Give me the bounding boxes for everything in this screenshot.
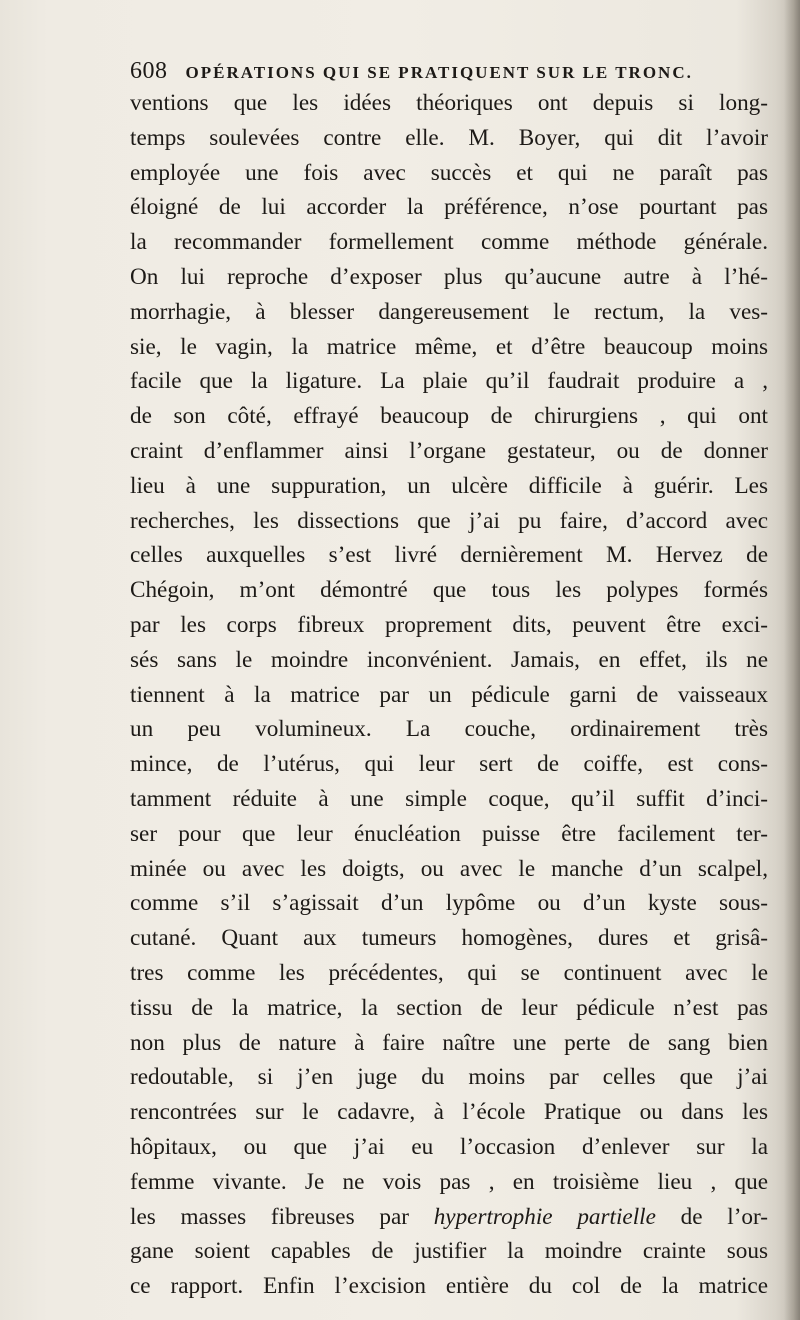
page-edge-shadow bbox=[784, 0, 800, 1320]
italic-term: hypertrophie partielle bbox=[433, 1203, 656, 1230]
text-line: minée ou avec les doigts, ou avec le manche d’un scalpel, bbox=[130, 855, 768, 882]
text-line: par les corps fibreux proprement dits, peuvent être exci- bbox=[130, 611, 768, 638]
text-line: morrhagie, à blesser dangereusement le rectum, la ves- bbox=[130, 298, 768, 325]
text-line bbox=[130, 1200, 768, 1235]
text-line: gane soient capables de justifier la moindre crainte sous bbox=[130, 1238, 768, 1265]
page-number: 608 bbox=[130, 58, 168, 84]
text-line: comme s’il s’agissait d’un lypôme ou d’un kyste sous- bbox=[130, 890, 768, 917]
text-line: tamment réduite à une simple coque, qu’il suffit d’inci- bbox=[130, 785, 768, 812]
text-line: Chégoin, m’ont démontré que tous les polypes formés bbox=[130, 577, 768, 604]
text-line: un peu volumineux. La couche, ordinairement très bbox=[130, 716, 768, 743]
text-line: sés sans le moindre inconvénient. Jamais, en effet, ils ne bbox=[130, 646, 768, 673]
text-line: hôpitaux, ou que j’ai eu l’occasion d’enlever sur la bbox=[130, 1133, 768, 1160]
running-title: OPÉRATIONS QUI SE PRATIQUENT SUR LE TRONC. bbox=[185, 63, 693, 82]
text-line: femme vivante. Je ne vois pas , en troisième lieu , que bbox=[130, 1168, 768, 1195]
text-line: cutané. Quant aux tumeurs homogènes, dures et grisâ- bbox=[130, 925, 768, 952]
text-line: rencontrées sur le cadavre, à l’école Pratique ou dans les bbox=[130, 1099, 768, 1126]
text-line: ventions que les idées théoriques ont depuis si long- bbox=[130, 90, 768, 116]
text-line: ce rapport. Enfin l’excision entière du col de la matrice bbox=[130, 1273, 768, 1300]
text-line: de son côté, effrayé beaucoup de chirurgiens , qui ont bbox=[130, 403, 768, 430]
body-text bbox=[130, 86, 768, 1304]
running-header bbox=[130, 58, 770, 86]
text-line: temps soulevées contre elle. M. Boyer, qui dit l’avoir bbox=[130, 124, 768, 151]
text-line: lieu à une suppuration, un ulcère difficile à guérir. Les bbox=[130, 472, 768, 499]
text-line: recherches, les dissections que j’ai pu faire, d’accord avec bbox=[130, 507, 768, 534]
text-line: sie, le vagin, la matrice même, et d’être beaucoup moins bbox=[130, 333, 768, 360]
text-line: ser pour que leur énucléation puisse être facilement ter- bbox=[130, 820, 768, 847]
text-line: On lui reproche d’exposer plus qu’aucune autre à l’hé- bbox=[130, 263, 768, 290]
text-line: celles auxquelles s’est livré dernièrement M. Hervez de bbox=[130, 542, 768, 569]
line-segment: de l’or- bbox=[655, 1203, 768, 1230]
text-line: employée une fois avec succès et qui ne paraît pas bbox=[130, 159, 768, 186]
text-line: la recommander formellement comme méthode générale. bbox=[130, 229, 768, 256]
text-line: facile que la ligature. La plaie qu’il faudrait produire a , bbox=[130, 368, 768, 395]
text-line: craint d’enflammer ainsi l’organe gestateur, ou de donner bbox=[130, 437, 768, 464]
text-line: non plus de nature à faire naître une perte de sang bien bbox=[130, 1029, 768, 1056]
text-line: éloigné de lui accorder la préférence, n’ose pourtant pas bbox=[130, 194, 768, 221]
text-line: mince, de l’utérus, qui leur sert de coiffe, est cons- bbox=[130, 751, 768, 778]
text-line: redoutable, si j’en juge du moins par celles que j’ai bbox=[130, 1064, 768, 1091]
text-line: tres comme les précédentes, qui se continuent avec le bbox=[130, 959, 768, 986]
text-line: tissu de la matrice, la section de leur pédicule n’est pas bbox=[130, 994, 768, 1021]
text-line: tiennent à la matrice par un pédicule garni de vaisseaux bbox=[130, 681, 768, 708]
line-segment: les masses fibreuses par bbox=[130, 1203, 434, 1230]
